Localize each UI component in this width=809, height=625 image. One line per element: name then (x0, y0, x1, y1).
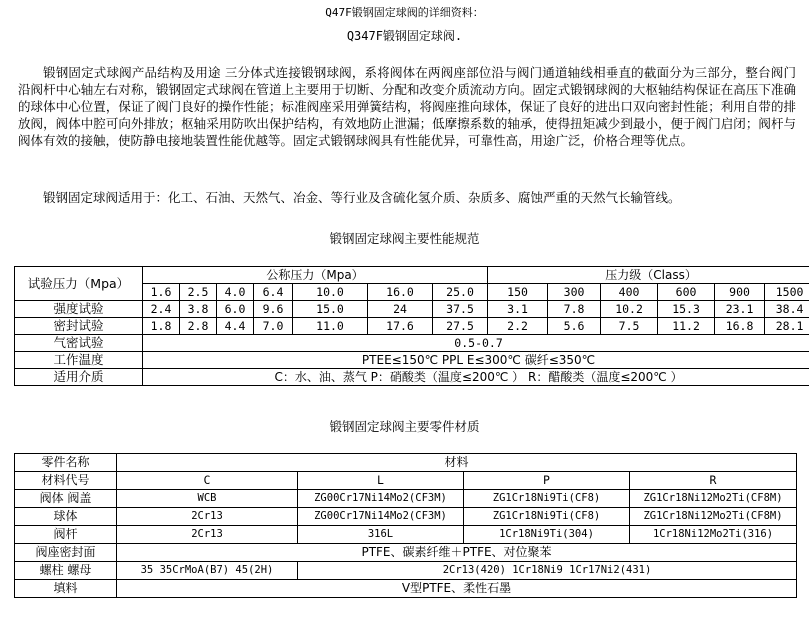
product-subtitle: Q347F锻钢固定球阀. (346, 29, 463, 43)
working-temp-label: 工作温度 (15, 352, 143, 369)
table-cell: 10.2 (601, 301, 658, 318)
table-cell: 37.5 (433, 301, 488, 318)
working-temp-value: PTEE≤150℃ PPL E≤300℃ 碳纤≤350℃ (143, 352, 809, 369)
test-pressure-header: 试验压力（Mpa） (15, 267, 143, 301)
air-test-label: 气密试验 (15, 335, 143, 352)
table-cell: 24 (368, 301, 433, 318)
materials-table-title: 锻钢固定球阀主要零件材质 (329, 419, 480, 434)
nominal-value: 2.5 (180, 284, 217, 301)
table-cell: 27.5 (433, 318, 488, 335)
table-row (15, 526, 797, 544)
table-cell: 1.8 (143, 318, 180, 335)
table-cell: 28.1 (765, 318, 809, 335)
page-header-title: Q47F锻钢固定球阀的详细资料： (325, 6, 484, 19)
table-cell: 2Cr13 (117, 526, 298, 544)
class-value: 900 (715, 284, 765, 301)
table-row (15, 562, 797, 580)
seat-seal-value: PTFE、碳素纤维＋PTFE、对位聚苯 (117, 544, 797, 562)
table-cell: 1Cr18Ni12Mo2Ti(316) (630, 526, 797, 544)
pressure-class-header: 压力级（Class） (488, 267, 809, 284)
table-cell: 11.0 (293, 318, 368, 335)
material-code: C (117, 472, 298, 490)
table-cell: 2.2 (488, 318, 548, 335)
table-row (15, 369, 809, 386)
table-row (15, 580, 797, 598)
table-row (15, 454, 797, 472)
part-name: 阀杆 (15, 526, 117, 544)
table-cell: ZG1Cr18Ni12Mo2Ti(CF8M) (630, 508, 797, 526)
table-cell: 5.6 (548, 318, 601, 335)
part-name: 阀座密封面 (15, 544, 117, 562)
table-cell: 15.0 (293, 301, 368, 318)
packing-value: V型PTFE、柔性石墨 (117, 580, 797, 598)
table-cell: 2.4 (143, 301, 180, 318)
nominal-value: 6.4 (254, 284, 293, 301)
table-cell: 7.8 (548, 301, 601, 318)
table-cell: 316L (298, 526, 464, 544)
table-row (15, 335, 809, 352)
nominal-value: 16.0 (368, 284, 433, 301)
table-cell: 7.5 (601, 318, 658, 335)
table-cell: 9.6 (254, 301, 293, 318)
nominal-value: 25.0 (433, 284, 488, 301)
material-code: R (630, 472, 797, 490)
table-cell: 16.8 (715, 318, 765, 335)
table-cell: ZG1Cr18Ni12Mo2Ti(CF8M) (630, 490, 797, 508)
performance-table-title: 锻钢固定球阀主要性能规范 (329, 231, 480, 246)
table-cell: 11.2 (658, 318, 715, 335)
application-paragraph: 锻钢固定球阀适用于：化工、石油、天然气、冶金、等行业及含硫化氢介质、杂质多、腐蚀严重的天然气长输管线。 (43, 190, 681, 205)
performance-spec-table (14, 266, 809, 386)
table-cell: 15.3 (658, 301, 715, 318)
material-code: P (464, 472, 630, 490)
table-cell: ZG00Cr17Ni14Mo2(CF3M) (298, 490, 464, 508)
table-cell: 38.4 (765, 301, 809, 318)
part-name: 阀体 阀盖 (15, 490, 117, 508)
strength-test-label: 强度试验 (15, 301, 143, 318)
table-cell: 3.8 (180, 301, 217, 318)
table-cell: WCB (117, 490, 298, 508)
table-row (15, 544, 797, 562)
table-cell: 2.8 (180, 318, 217, 335)
table-cell: 4.4 (217, 318, 254, 335)
table-row (15, 267, 809, 284)
table-row (15, 472, 797, 490)
nominal-pressure-header: 公称压力（Mpa） (143, 267, 488, 284)
table-cell: 2Cr13 (117, 508, 298, 526)
table-cell: 7.0 (254, 318, 293, 335)
medium-label: 适用介质 (15, 369, 143, 386)
part-name: 球体 (15, 508, 117, 526)
nominal-value: 4.0 (217, 284, 254, 301)
material-code-label: 材料代号 (15, 472, 117, 490)
table-row (15, 318, 809, 335)
table-row (15, 352, 809, 369)
medium-value: C：水、油、蒸气 P：硝酸类（温度≤200℃ ） R：醋酸类（温度≤200℃ ） (143, 369, 809, 386)
part-name-header: 零件名称 (15, 454, 117, 472)
table-cell: 17.6 (368, 318, 433, 335)
seal-test-label: 密封试验 (15, 318, 143, 335)
table-row (15, 490, 797, 508)
table-cell: ZG1Cr18Ni9Ti(CF8) (464, 490, 630, 508)
table-cell: 6.0 (217, 301, 254, 318)
table-cell: 1Cr18Ni9Ti(304) (464, 526, 630, 544)
material-header: 材料 (117, 454, 797, 472)
table-cell: 3.1 (488, 301, 548, 318)
product-description-paragraph: 锻钢固定式球阀产品结构及用途 三分体式连接锻钢球阀，系将阀体在两阀座部位沿与阀门通道轴线相垂直的截面分为三部分，整台阀门沿阀杆中心轴左右对称，锻钢固定式球阀在管道上主要用于切断、分配和改变介质流动方向。固定式锻钢球阀的大枢轴结构保证在高压下准确的球体中心位置，保证了阀门良好的操作性能；标准阀座采用弹簧结构，将阀座推向球体，保证了良好的进出口双向密封性能；利用自带的排放阀，阀体中腔可向外排放；枢轴采用防吹出保护结构，有效地防止泄漏；低摩擦系数的轴承，使得扭矩减少到最小，便于阀门启闭；阀杆与阀体有效的接触，使防静电接地装置性能优越等。固定式锻钢球阀具有性能优异，可靠性高，用途广泛，价格合理等优点。 (18, 65, 796, 148)
class-value: 300 (548, 284, 601, 301)
table-cell: ZG1Cr18Ni9Ti(CF8) (464, 508, 630, 526)
bolt-nut-c-value: 35 35CrMoA(B7) 45(2H) (117, 562, 298, 580)
table-cell: 23.1 (715, 301, 765, 318)
class-value: 600 (658, 284, 715, 301)
nominal-value: 1.6 (143, 284, 180, 301)
class-value: 150 (488, 284, 548, 301)
table-cell: ZG00Cr17Ni14Mo2(CF3M) (298, 508, 464, 526)
table-row (15, 301, 809, 318)
table-row (15, 508, 797, 526)
bolt-nut-rest-value: 2Cr13(420) 1Cr18Ni9 1Cr17Ni2(431) (298, 562, 797, 580)
air-test-value: 0.5-0.7 (143, 335, 809, 352)
class-value: 400 (601, 284, 658, 301)
part-name: 螺柱 螺母 (15, 562, 117, 580)
part-name: 填料 (15, 580, 117, 598)
nominal-value: 10.0 (293, 284, 368, 301)
materials-table (14, 453, 797, 598)
material-code: L (298, 472, 464, 490)
class-value: 1500 (765, 284, 809, 301)
